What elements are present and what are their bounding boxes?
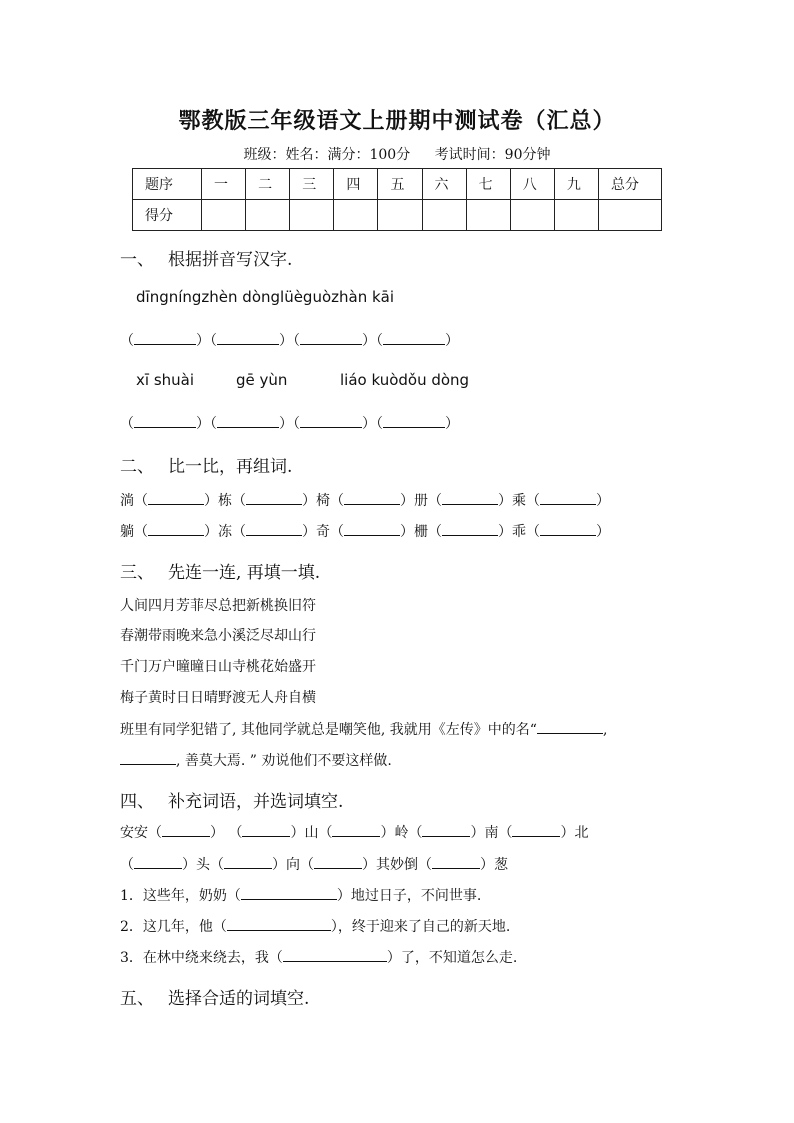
fill-question-2: 2．这几年，他（ ），终于迎来了自己的新天地. [120,916,510,936]
pinyin-word: gē yùn [236,371,288,389]
answer-blank[interactable] [148,521,204,536]
poem-line: 千门万户曈曈日山寺桃花始盛开 [120,659,316,675]
score-header-cell: 总分 [599,169,662,200]
section-title: 选择合适的词填空. [168,989,310,1009]
answer-blank[interactable] [442,521,498,536]
poem-line: 春潮带雨晚来急小溪泛尽却山行 [120,628,316,644]
answer-blank[interactable] [344,490,400,505]
section-4-heading [120,787,343,812]
score-header-cell: 题序 [133,169,202,200]
compare-row-1: 淌（ ）栋（ ）椅（ ）册（ ）乘（ ） [120,490,610,510]
section-title: 补充词语，并选词填空. [168,792,344,812]
answer-blank[interactable] [224,854,272,869]
section-title: 先连一连, 再填一填. [168,563,321,583]
score-cell[interactable] [599,200,662,231]
pinyin-word: xī shuài [136,371,195,389]
score-header-cell: 五 [378,169,422,200]
section-1-heading [120,245,292,270]
section-number: 一、 [120,250,154,270]
answer-blank[interactable] [162,822,210,837]
answer-blank-row-2: （ ）（ ）（ ）（ ） [120,413,459,433]
score-header-cell: 二 [246,169,290,200]
answer-blank[interactable] [246,521,302,536]
section-2-heading [120,452,292,477]
answer-blank[interactable] [432,854,480,869]
answer-blank[interactable] [246,490,302,505]
answer-blank[interactable] [383,413,445,428]
answer-blank[interactable] [241,885,337,900]
answer-blank[interactable] [217,413,279,428]
score-cell[interactable] [510,200,554,231]
section-number: 三、 [120,563,154,583]
section-5-heading [120,984,309,1009]
pinyin-row-1: dīngníngzhèn dònglüèguòzhàn kāi [136,288,395,306]
answer-blank[interactable] [300,413,362,428]
section-3-heading [120,558,320,583]
score-cell[interactable] [334,200,378,231]
score-header-cell: 四 [334,169,378,200]
answer-blank[interactable] [512,822,560,837]
answer-blank[interactable] [540,521,596,536]
score-cell[interactable] [422,200,466,231]
score-header-cell: 八 [510,169,554,200]
score-cell[interactable] [466,200,510,231]
poem-line: 梅子黄时日日晴野渡无人舟自横 [120,690,316,706]
score-cell[interactable] [246,200,290,231]
section-number: 四、 [120,792,154,812]
score-header-cell: 九 [554,169,598,200]
score-cell[interactable] [202,200,246,231]
score-cell[interactable] [554,200,598,231]
score-cell[interactable] [378,200,422,231]
score-table [132,168,662,231]
section-title: 根据拼音写汉字. [168,250,293,270]
score-cell[interactable] [290,200,334,231]
section-number: 二、 [120,457,154,477]
pinyin-word: liáo kuòdǒu dòng [340,371,470,389]
answer-blank[interactable] [314,854,362,869]
answer-blank[interactable] [134,330,196,345]
answer-blank[interactable] [300,330,362,345]
answer-blank[interactable] [442,490,498,505]
fill-question-3: 3．在林中绕来绕去，我（ ）了，不知道怎么走. [120,947,517,967]
answer-blank[interactable] [540,490,596,505]
class-name-score-label: 班级：姓名：满分：100分 [243,147,411,163]
compare-row-2: 躺（ ）冻（ ）奇（ ）栅（ ）乖（ ） [120,521,610,541]
score-table-score-row [133,200,662,231]
answer-blank[interactable] [134,854,182,869]
exam-info [0,144,794,164]
score-table-header-row [133,169,662,200]
score-header-cell: 一 [202,169,246,200]
answer-blank-row-1: （ ）（ ）（ ）（ ） [120,330,459,350]
answer-blank[interactable] [422,822,470,837]
answer-blank[interactable] [383,330,445,345]
exam-time-label: 考试时间：90分钟 [434,147,551,163]
answer-blank[interactable] [120,750,176,765]
answer-blank[interactable] [242,822,290,837]
score-header-cell: 六 [422,169,466,200]
section-title: 比一比，再组词. [168,457,293,477]
answer-blank[interactable] [134,413,196,428]
idiom-row-2: （ ）头（ ）向（ ）其妙倒（ ）葱 [120,854,508,874]
answer-blank[interactable] [227,916,331,931]
idiom-row-1: 安安（ ） （ ）山（ ）岭（ ）南（ ）北 [120,822,588,842]
poem-line: 人间四月芳菲尽总把新桃换旧符 [120,598,316,614]
score-header-cell: 三 [290,169,334,200]
answer-blank[interactable] [344,521,400,536]
answer-blank[interactable] [537,719,603,734]
score-row-label: 得分 [133,200,202,231]
score-header-cell: 七 [466,169,510,200]
answer-blank[interactable] [332,822,380,837]
answer-blank[interactable] [217,330,279,345]
section-number: 五、 [120,989,154,1009]
quote-line-2: , 善莫大焉. ” 劝说他们不要这样做. [120,750,392,770]
quote-line-1: 班里有同学犯错了, 其他同学就总是嘲笑他, 我就用《左传》中的名“ , [120,719,607,739]
answer-blank[interactable] [283,947,387,962]
page-title: 鄂教版三年级语文上册期中测试卷（汇总） [178,108,616,134]
fill-question-1: 1．这些年，奶奶（ ）地过日子，不问世事. [120,885,481,905]
answer-blank[interactable] [148,490,204,505]
